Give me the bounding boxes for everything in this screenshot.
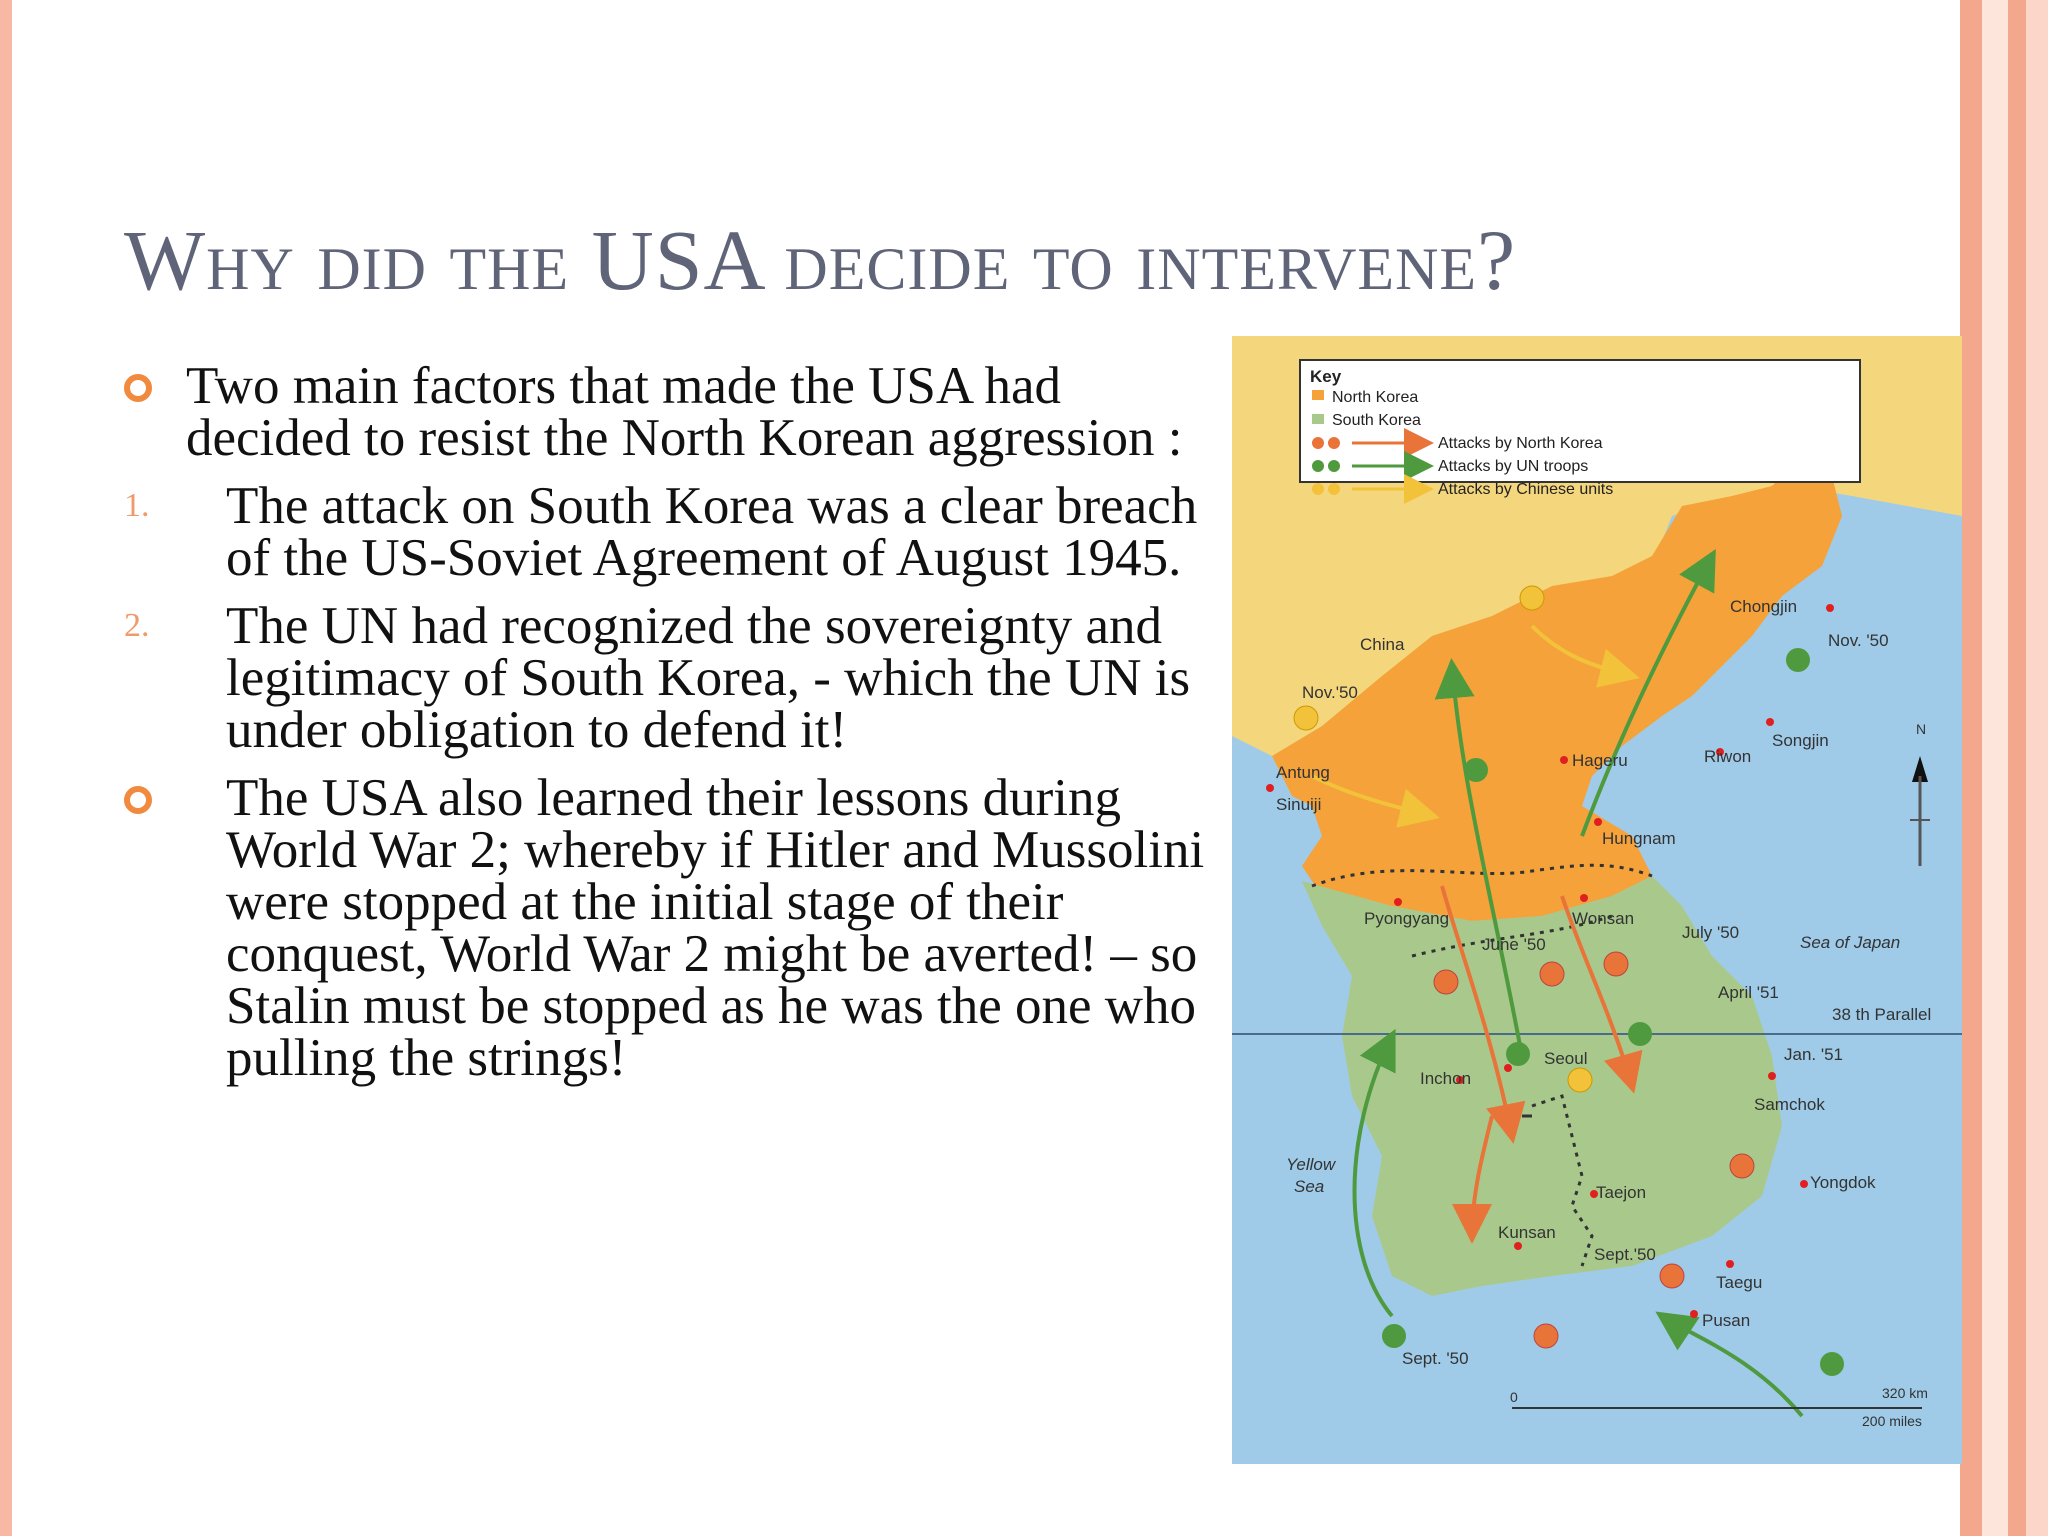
numbered-text: The attack on South Korea was a clear breach of the US-Soviet Agreement of August 1945. [226, 477, 1198, 587]
chinese-marker-swatch [1312, 483, 1324, 495]
item-number: 2. [124, 607, 150, 644]
north-korea-swatch [1312, 390, 1324, 400]
chinese-marker-swatch [1328, 483, 1340, 495]
label-yongdok: Yongdok [1810, 1173, 1876, 1192]
right-border-stripe-outer [2008, 0, 2026, 1536]
label-nov50-right: Nov. '50 [1828, 631, 1889, 650]
label-songjin: Songjin [1772, 731, 1829, 750]
bullet-text: Two main factors that made the USA had decided to resist the North Korean aggression : [186, 357, 1183, 467]
map-graphic [1232, 336, 1962, 1464]
label-sept50-low: Sept. '50 [1402, 1349, 1469, 1368]
label-samchok: Samchok [1754, 1095, 1825, 1114]
label-riwon: Riwon [1704, 747, 1752, 766]
label-sea-of-japan: Sea of Japan [1800, 933, 1901, 952]
label-sept50-mid: Sept.'50 [1594, 1245, 1656, 1264]
key-title: Key [1310, 367, 1342, 386]
label-taegu: Taegu [1716, 1273, 1763, 1292]
label-july50: July '50 [1682, 923, 1740, 942]
key-chinese-attacks: Attacks by Chinese units [1438, 481, 1614, 498]
bullet-item [124, 769, 1214, 1087]
nk-marker-swatch [1328, 437, 1340, 449]
label-june50: June '50 [1482, 935, 1546, 954]
label-wonsan: Wonsan [1572, 909, 1635, 928]
key-un-attacks: Attacks by UN troops [1438, 458, 1589, 475]
right-border-stripe-edge [2026, 0, 2048, 1536]
left-border-stripe [0, 0, 12, 1536]
label-inchon: Inchon [1420, 1069, 1472, 1088]
label-nov50-left: Nov.'50 [1302, 683, 1358, 702]
label-hungnam: Hungnam [1602, 829, 1676, 848]
south-korea-swatch [1312, 414, 1324, 424]
item-number: 1. [124, 487, 150, 524]
label-hageru: Hageru [1572, 751, 1628, 770]
label-scale-miles: 200 miles [1862, 1413, 1922, 1429]
slide-title: Why did the USA decide to intervene? [124, 212, 1517, 308]
nk-marker-swatch [1312, 437, 1324, 449]
label-antung: Antung [1276, 763, 1330, 782]
label-china: China [1360, 635, 1405, 654]
label-38th-parallel: 38 th Parallel [1832, 1005, 1932, 1024]
key-south-korea: South Korea [1332, 412, 1421, 429]
label-sea: Sea [1294, 1177, 1325, 1196]
label-taejon: Taejon [1596, 1183, 1647, 1202]
un-marker-swatch [1328, 460, 1340, 472]
slide-body [124, 357, 1214, 1100]
key-north-korea: North Korea [1332, 389, 1419, 406]
label-yellow: Yellow [1286, 1155, 1336, 1174]
label-jan51: Jan. '51 [1784, 1045, 1844, 1064]
korean-war-map [1232, 336, 1962, 1464]
right-border-stripe-light [1982, 0, 2008, 1536]
label-scale-zero: 0 [1510, 1389, 1518, 1405]
bullet-ring-icon [124, 786, 152, 814]
label-sinuiji: Sinuiji [1276, 795, 1322, 814]
un-marker-swatch [1312, 460, 1324, 472]
label-scale-km: 320 km [1882, 1385, 1928, 1401]
bullet-ring-icon [124, 374, 152, 402]
right-border-stripe [1960, 0, 1982, 1536]
numbered-item [124, 597, 1214, 759]
numbered-text: The UN had recognized the sovereignty and legitimacy of South Korea, - which the UN is under obligation to defend it! [226, 597, 1191, 759]
numbered-item [124, 477, 1214, 587]
bullet-text: The USA also learned their lessons during World War 2; whereby if Hitler and Mussolini were stopped at the initial stage of their conquest, World War 2 might be averted! – so Stalin must be stopped as he was the one who pulling the strings! [226, 769, 1205, 1087]
label-april51: April '51 [1718, 983, 1779, 1002]
label-pusan: Pusan [1702, 1311, 1751, 1330]
label-chongjin: Chongjin [1730, 597, 1798, 616]
label-north: N [1916, 721, 1927, 737]
key-nk-attacks: Attacks by North Korea [1438, 435, 1603, 452]
label-pyongyang: Pyongyang [1364, 909, 1450, 928]
label-kunsan: Kunsan [1498, 1223, 1556, 1242]
label-seoul: Seoul [1544, 1049, 1588, 1068]
bullet-item [124, 357, 1214, 467]
